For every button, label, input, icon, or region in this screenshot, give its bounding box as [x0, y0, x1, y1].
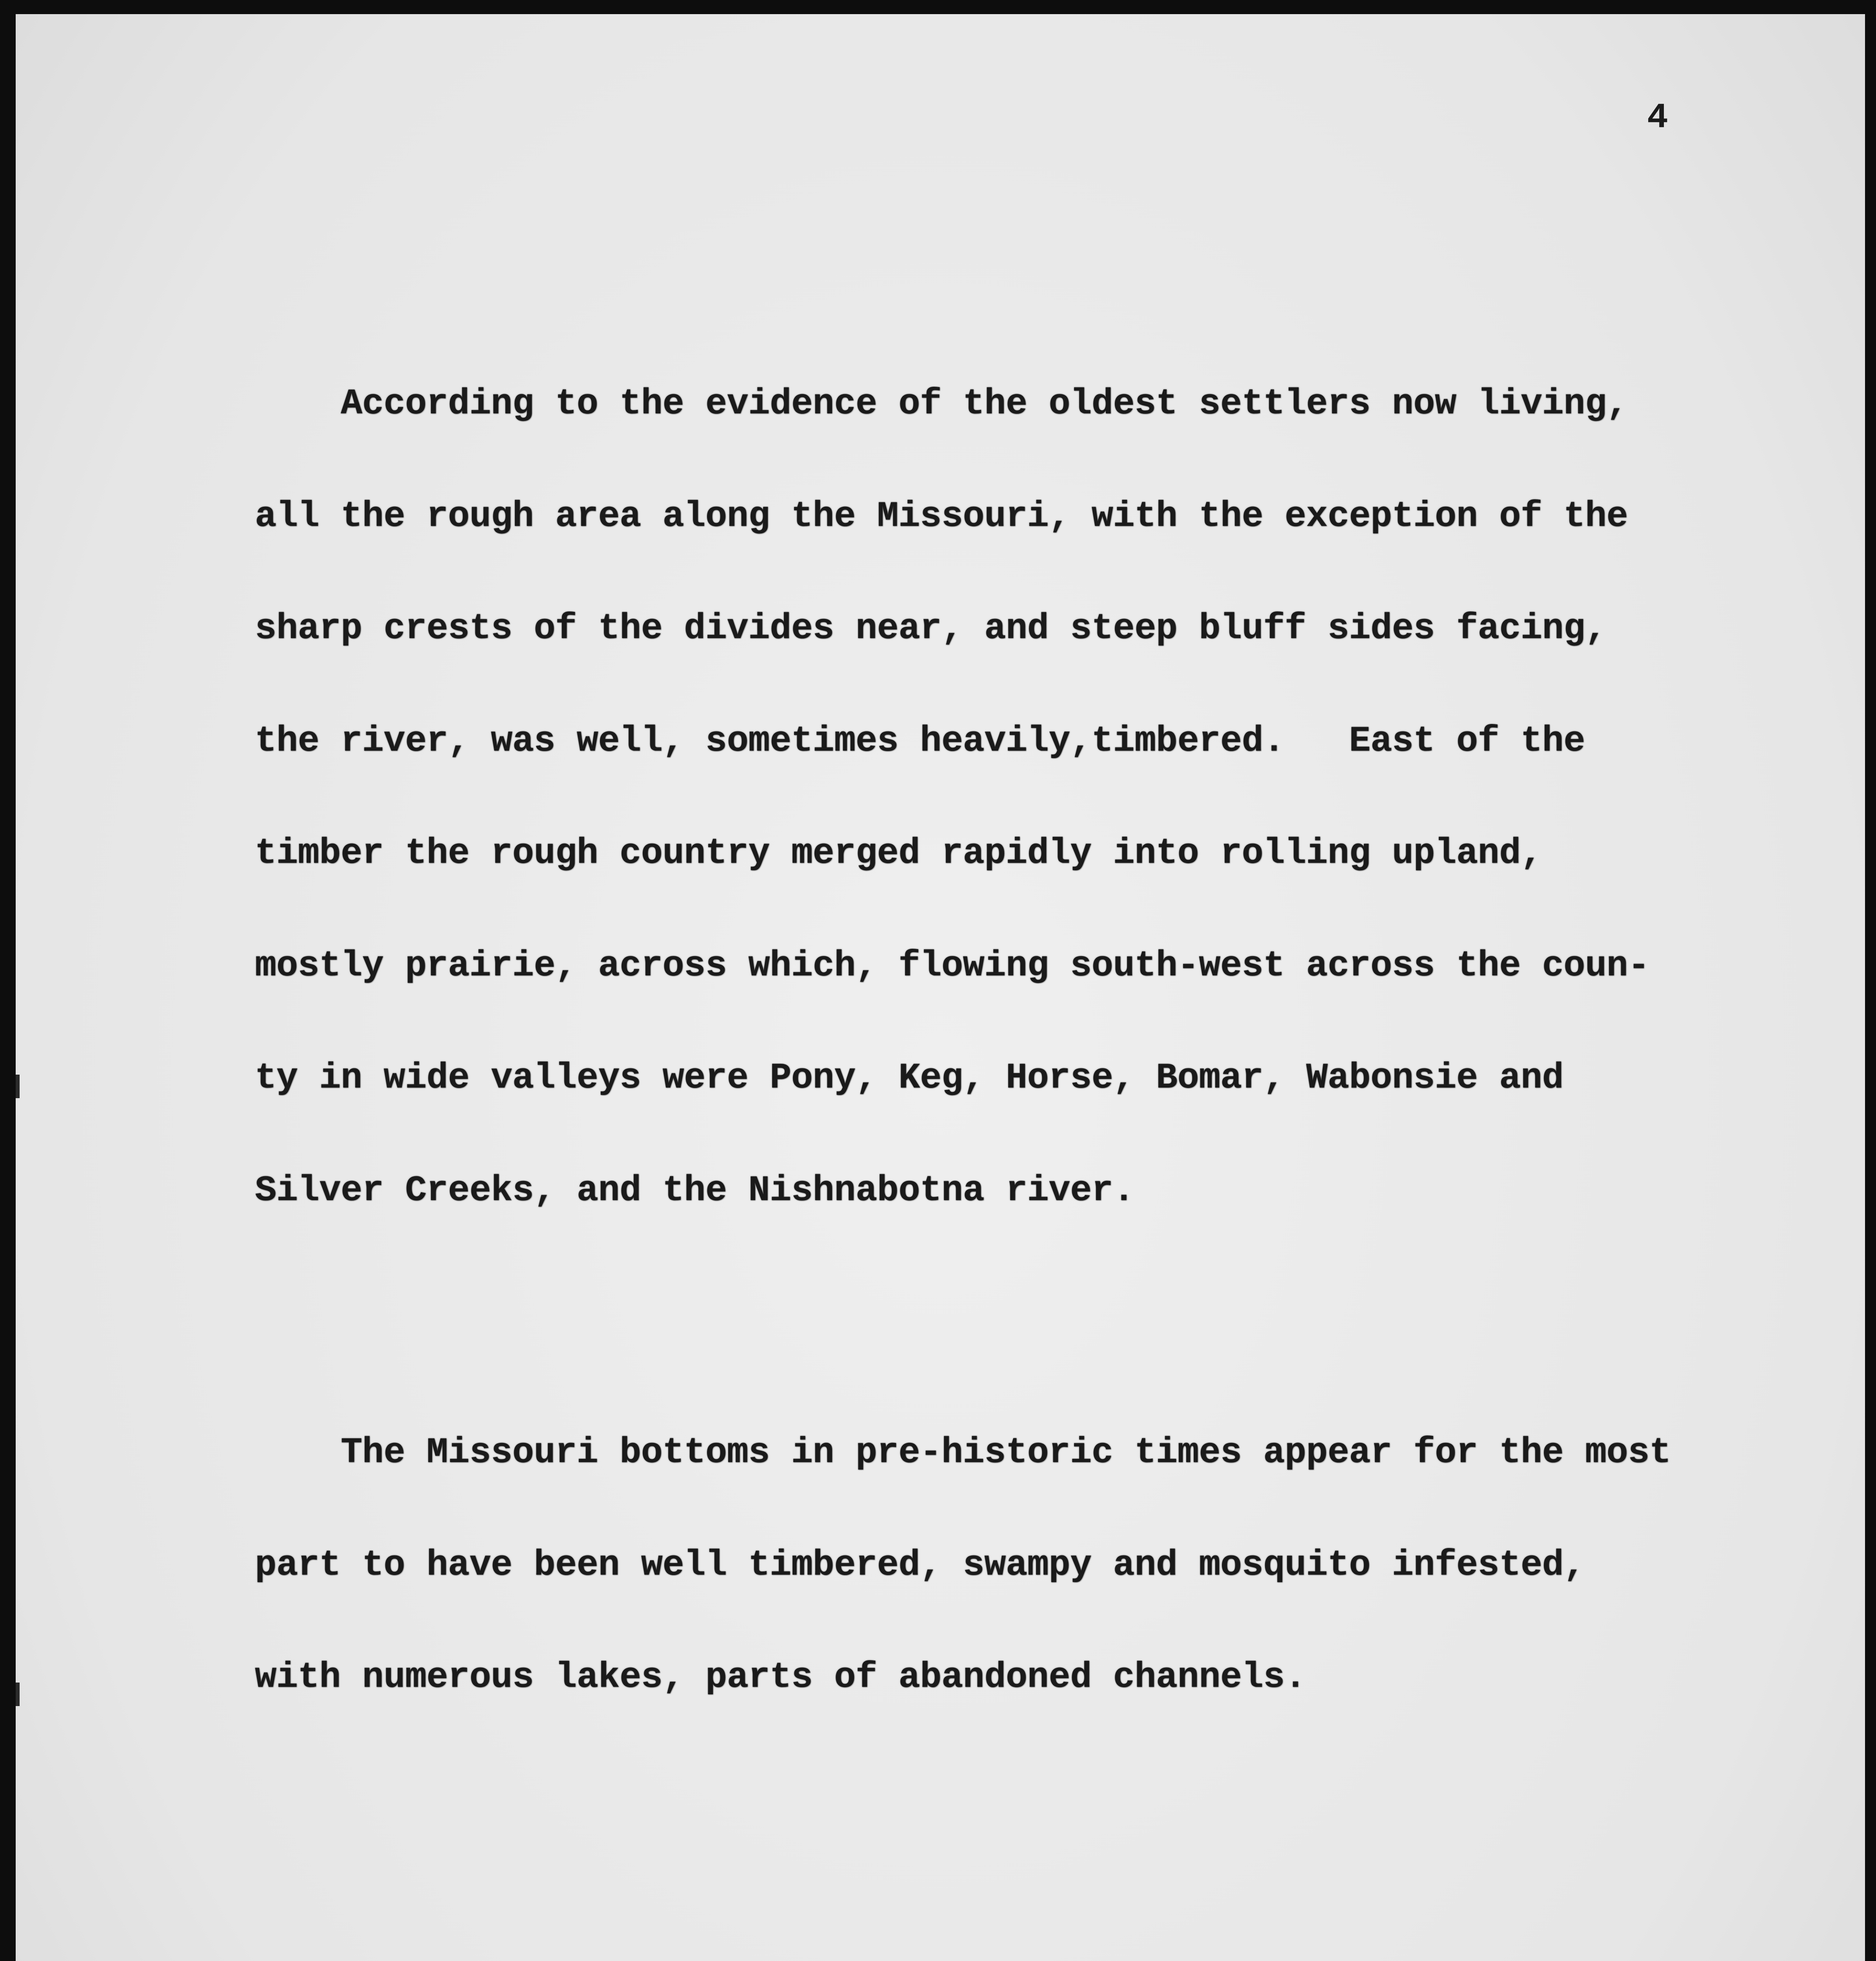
edge-mark: [16, 1075, 20, 1098]
text-line: The Missouri bottoms in pre-historic times appear for the most: [255, 1432, 1671, 1473]
paragraph-missouri-bottoms: [255, 1359, 1706, 1771]
paragraph-settlers-evidence: [255, 310, 1706, 1284]
paragraph-gap: [255, 1846, 1706, 1884]
edge-mark: [16, 1683, 20, 1706]
text-line: sharp crests of the divides near, and steep bluff sides facing,: [255, 608, 1607, 649]
text-line: According to the evidence of the oldest settlers now living,: [255, 383, 1628, 424]
page-number: 4: [1647, 98, 1669, 138]
text-line: ty in wide valleys were Pony, Keg, Horse, Bomar, Wabonsie and: [255, 1057, 1564, 1099]
text-line: part to have been well timbered, swampy and mosquito infested,: [255, 1544, 1585, 1586]
text-line: the river, was well, sometimes heavily,timbered. East of the: [255, 720, 1585, 762]
text-line: timber the rough country merged rapidly into rolling upland,: [255, 833, 1542, 874]
text-line: mostly prairie, across which, flowing south-west across the coun-: [255, 945, 1650, 986]
paragraph-earth-lodge-sites: [255, 1958, 1706, 1961]
text-line: with numerous lakes, parts of abandoned channels.: [255, 1657, 1306, 1698]
text-line: Silver Creeks, and the Nishnabotna river.: [255, 1170, 1135, 1211]
document-body: [255, 235, 1706, 1961]
text-line: all the rough area along the Missouri, with the exception of the: [255, 495, 1628, 537]
